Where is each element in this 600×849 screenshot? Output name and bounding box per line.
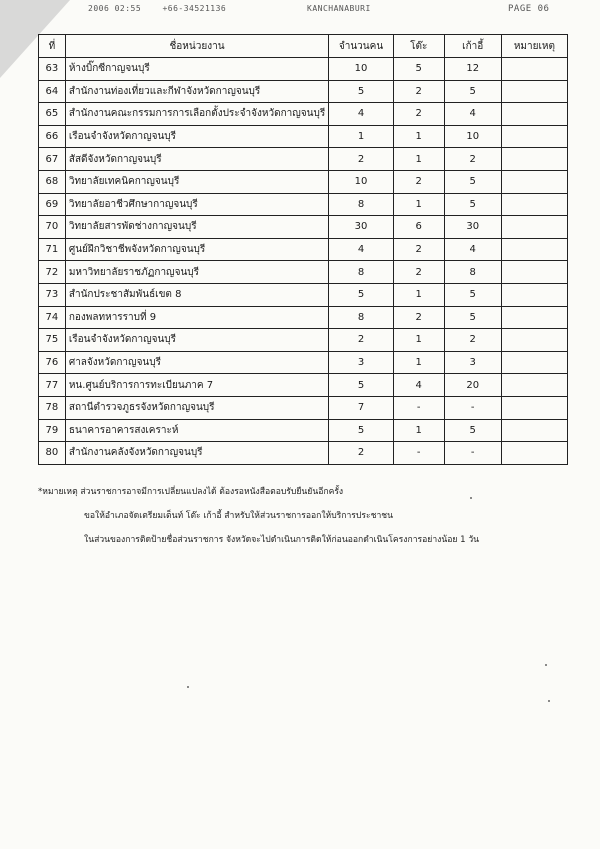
table-count: - [393,442,444,465]
people-count: 4 [329,238,394,261]
table-row [39,170,568,193]
agency-name: วิทยาลัยอาชีวศึกษากาญจนบุรี [65,193,328,216]
note-cell [501,170,567,193]
table-count: 2 [393,238,444,261]
people-count: 2 [329,329,394,352]
table-row [39,193,568,216]
chair-count: 8 [444,261,501,284]
chair-count: 4 [444,103,501,126]
agency-name: สัสดีจังหวัดกาญจนบุรี [65,148,328,171]
people-count: 3 [329,351,394,374]
agency-name: วิทยาลัยสารพัดช่างกาญจนบุรี [65,216,328,239]
header-no: ที่ [39,35,66,58]
header-note: หมายเหตุ [501,35,567,58]
table-row [39,374,568,397]
people-count: 5 [329,80,394,103]
people-count: 2 [329,442,394,465]
table-row [39,442,568,465]
header-agency: ชื่อหน่วยงาน [65,35,328,58]
table-count: 1 [393,283,444,306]
row-number: 72 [39,261,66,284]
table-row [39,306,568,329]
chair-count: 5 [444,170,501,193]
table-count: 6 [393,216,444,239]
chair-count: 30 [444,216,501,239]
scan-speck [470,497,472,499]
people-count: 7 [329,396,394,419]
people-count: 1 [329,125,394,148]
footnote-line-2: ขอให้อำเภอจัดเตรียมเต็นท์ โต๊ะ เก้าอี้ สำหรับให้ส่วนราชการออกให้บริการประชาชน [84,511,393,521]
chair-count: - [444,442,501,465]
table-count: 1 [393,351,444,374]
table-row [39,351,568,374]
table-row [39,125,568,148]
header-tables: โต๊ะ [393,35,444,58]
people-count: 30 [329,216,394,239]
people-count: 2 [329,148,394,171]
table-count: 1 [393,419,444,442]
row-number: 71 [39,238,66,261]
note-cell [501,216,567,239]
note-cell [501,283,567,306]
chair-count: 2 [444,148,501,171]
fax-page-number: PAGE 06 [508,4,550,14]
agency-name: สำนักงานคณะกรรมการการเลือกตั้งประจำจังหวัดกาญจนบุรี [65,103,328,126]
row-number: 74 [39,306,66,329]
agency-name: สำนักงานท่องเที่ยวและกีฬาจังหวัดกาญจนบุรี [65,80,328,103]
fax-header-datetime-phone [88,4,226,13]
table-count: 1 [393,193,444,216]
people-count: 5 [329,283,394,306]
chair-count: 2 [444,329,501,352]
row-number: 79 [39,419,66,442]
table-row [39,103,568,126]
table-row [39,419,568,442]
table-count: 2 [393,103,444,126]
agency-table [38,34,568,465]
row-number: 68 [39,170,66,193]
table-count: 1 [393,329,444,352]
row-number: 78 [39,396,66,419]
row-number: 64 [39,80,66,103]
agency-name: เรือนจำจังหวัดกาญจนบุรี [65,125,328,148]
table-count: 2 [393,170,444,193]
agency-name: หน.ศูนย์บริการการทะเบียนภาค 7 [65,374,328,397]
chair-count: 5 [444,306,501,329]
chair-count: - [444,396,501,419]
note-cell [501,193,567,216]
table-count: 5 [393,58,444,81]
table-row [39,238,568,261]
row-number: 76 [39,351,66,374]
footnote-line-1: *หมายเหตุ ส่วนราชการอาจมีการเปลี่ยนแปลงได้ ต้องรอหนังสือตอบรับยืนยันอีกครั้ง [38,487,344,497]
table-header-row [39,35,568,58]
people-count: 5 [329,374,394,397]
agency-name: สำนักงานคลังจังหวัดกาญจนบุรี [65,442,328,465]
people-count: 8 [329,306,394,329]
agency-name: ห้างบิ๊กซีกาญจนบุรี [65,58,328,81]
table-row [39,148,568,171]
fax-sender: KANCHANABURI [307,4,371,13]
agency-name: เรือนจำจังหวัดกาญจนบุรี [65,329,328,352]
scan-speck [545,664,547,666]
table-row [39,216,568,239]
row-number: 63 [39,58,66,81]
row-number: 77 [39,374,66,397]
table-count: 2 [393,261,444,284]
agency-name: ศาลจังหวัดกาญจนบุรี [65,351,328,374]
footnotes [38,480,479,552]
row-number: 75 [39,329,66,352]
people-count: 10 [329,58,394,81]
agency-name: ธนาคารอาคารสงเคราะห์ [65,419,328,442]
note-cell [501,351,567,374]
table-count: 4 [393,374,444,397]
header-chairs: เก้าอี้ [444,35,501,58]
row-number: 66 [39,125,66,148]
note-cell [501,329,567,352]
note-cell [501,306,567,329]
table-count: 1 [393,125,444,148]
row-number: 67 [39,148,66,171]
chair-count: 3 [444,351,501,374]
table-row [39,80,568,103]
table-count: 2 [393,80,444,103]
agency-name: กองพลทหารราบที่ 9 [65,306,328,329]
table-count: 1 [393,148,444,171]
chair-count: 4 [444,238,501,261]
chair-count: 5 [444,80,501,103]
note-cell [501,58,567,81]
note-cell [501,125,567,148]
table-row [39,329,568,352]
note-cell [501,396,567,419]
people-count: 5 [329,419,394,442]
row-number: 70 [39,216,66,239]
note-cell [501,374,567,397]
table-row [39,396,568,419]
people-count: 8 [329,261,394,284]
table-count: 2 [393,306,444,329]
footnote-line-3: ในส่วนของการติดป้ายชื่อส่วนราชการ จังหวัดจะไปดำเนินการติดให้ก่อนออกดำเนินโครงการอย่างน้อย 1 วัน [84,535,480,545]
chair-count: 5 [444,419,501,442]
people-count: 4 [329,103,394,126]
note-cell [501,238,567,261]
table-row [39,283,568,306]
chair-count: 12 [444,58,501,81]
row-number: 65 [39,103,66,126]
scan-speck [548,700,550,702]
chair-count: 5 [444,283,501,306]
note-cell [501,442,567,465]
table-body [39,58,568,465]
fax-phone: +66-34521136 [162,4,227,13]
note-cell [501,103,567,126]
note-cell [501,419,567,442]
row-number: 73 [39,283,66,306]
header-people: จำนวนคน [329,35,394,58]
people-count: 8 [329,193,394,216]
agency-name: ศูนย์ฝึกวิชาชีพจังหวัดกาญจนบุรี [65,238,328,261]
row-number: 69 [39,193,66,216]
chair-count: 20 [444,374,501,397]
table-row [39,58,568,81]
scan-speck [187,686,189,688]
note-cell [501,261,567,284]
chair-count: 5 [444,193,501,216]
row-number: 80 [39,442,66,465]
table-row [39,261,568,284]
agency-name: วิทยาลัยเทคนิคกาญจนบุรี [65,170,328,193]
fax-datetime: 2006 02:55 [88,4,142,13]
chair-count: 10 [444,125,501,148]
agency-name: สถานีตำรวจภูธรจังหวัดกาญจนบุรี [65,396,328,419]
note-cell [501,80,567,103]
people-count: 10 [329,170,394,193]
table-count: - [393,396,444,419]
note-cell [501,148,567,171]
agency-name: สำนักประชาสัมพันธ์เขต 8 [65,283,328,306]
agency-name: มหาวิทยาลัยราชภัฏกาญจนบุรี [65,261,328,284]
